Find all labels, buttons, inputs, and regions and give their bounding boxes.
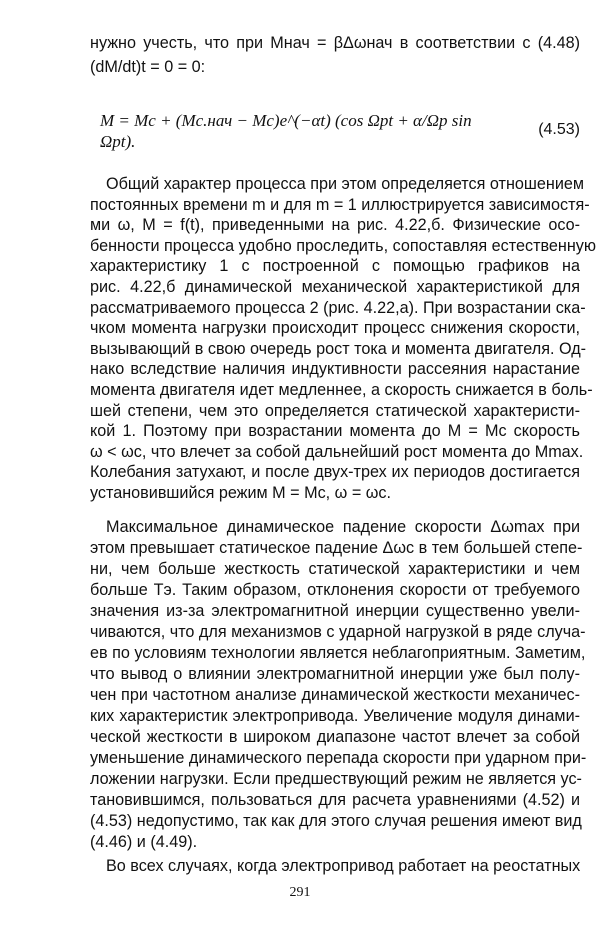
- text-line: нужно учесть, что при Mнач = βΔωнач в соответствии с (4.48): [90, 34, 580, 52]
- text-line: (dM/dt)t = 0 = 0:: [90, 58, 206, 76]
- text-line: характеристику 1 с построенной с помощью графиков на: [90, 257, 580, 276]
- text-line: постоянных времени m и для m = 1 иллюстрируется зависимостя-: [90, 195, 590, 214]
- text-line: уменьшение динамического перепада скорости при ударном при-: [90, 749, 587, 767]
- text-line: шей степени, чем это определяется статической характеристи-: [90, 401, 580, 420]
- text-line: тановившимся, пользоваться для расчета уравнениями (4.52) и: [90, 791, 580, 809]
- text-line: ми ω, M = f(t), приведенными на рис. 4.22,б. Физические осо-: [90, 216, 580, 235]
- text-line: Максимальное динамическое падение скорости Δωmax при: [106, 518, 580, 536]
- text-line: ев по условиям технологии является неблагоприятным. Заметим,: [90, 644, 586, 662]
- text-line: Общий характер процесса при этом определяется отношением: [106, 175, 585, 193]
- text-line: больше Tэ. Таким образом, отклонения скорости от требуемого: [90, 581, 580, 599]
- text-line: что вывод о влиянии электромагнитной инерции уже был полу-: [90, 665, 580, 683]
- text-line: значения из-за электромагнитной инерции существенно увели-: [90, 602, 580, 620]
- text-line: этом превышает статическое падение Δωс в тем большей степе-: [90, 539, 583, 557]
- text-line: момента двигателя идет медленнее, а скорость снижается в боль-: [90, 381, 593, 399]
- text-line: ω < ωс, что влечет за собой дальнейший рост момента до Mmax.: [90, 442, 584, 461]
- text-line: Колебания затухают, и после двух-трех их периодов достигается: [90, 463, 580, 482]
- text-line: рассматриваемого процесса 2 (рис. 4.22,а). При возрастании ска-: [90, 298, 586, 317]
- text-line: вызывающий в свою очередь рост тока и момента двигателя. Од-: [90, 339, 587, 358]
- text-line: ложении нагрузки. Если предшествующий режим не является ус-: [90, 770, 582, 788]
- text-line: (4.46) и (4.49).: [90, 833, 198, 851]
- text-line: Во всех случаях, когда электропривод работает на реостатных: [106, 857, 581, 875]
- text-line: ких характеристик электропривода. Увеличение модуля динами-: [90, 707, 580, 725]
- text-line: кой 1. Поэтому при возрастании момента до M = Mс скорость: [90, 422, 580, 441]
- equation-4-53: [100, 100, 580, 160]
- text-line: чком момента нагрузки происходит процесс снижения скорости,: [90, 319, 580, 338]
- text-line: рис. 4.22,б динамической механической характеристикой для: [90, 278, 580, 296]
- equation-number: (4.53): [538, 121, 580, 138]
- text-line: ческой жесткости в широком диапазоне частот влечет за собой: [90, 728, 580, 746]
- text-line: ни, чем больше жесткость статической характеристики и чем: [90, 560, 580, 578]
- text-line: нако вследствие наличия индуктивности рассеяния нарастание: [90, 360, 580, 379]
- equation-expression: M = Mс + (Mс.нач − Mс)e^(−αt) (cos Ωрt + α/Ωр sin Ωрt).: [100, 111, 472, 151]
- page-number: 291: [289, 885, 311, 900]
- text-line: (4.53) недопустимо, так как для этого случая решения имеют вид: [90, 812, 582, 830]
- text-line: чиваются, что для механизмов с ударной нагрузкой в ряде случа-: [90, 623, 586, 641]
- text-line: установившийся режим M = Mс, ω = ωс.: [90, 484, 391, 502]
- text-line: бенности процесса удобно проследить, сопоставляя естественную: [90, 236, 597, 255]
- text-line: чен при частотном анализе динамической жесткости механичес-: [90, 686, 580, 704]
